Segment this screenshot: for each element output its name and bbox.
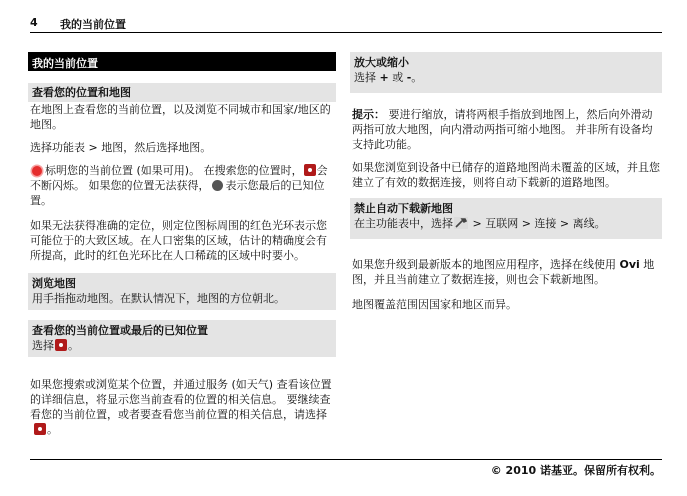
- browse-text: 用手指拖动地图。在默认情况下，地图的方位朝北。: [32, 292, 285, 305]
- last-location-prefix: 选择: [32, 339, 54, 352]
- zoom-or: 或: [388, 71, 407, 84]
- marker-text-a: 标明您的当前位置 (如果可用)。 在搜索您的位置时，: [45, 164, 303, 177]
- searching-location-icon: [304, 164, 316, 176]
- disable-text-b: > 互联网 > 连接 > 离线。: [469, 217, 606, 230]
- disable-download-heading: 禁止自动下载新地图: [354, 202, 453, 215]
- left-column: [28, 52, 336, 437]
- zoom-suffix: 。: [411, 71, 423, 84]
- footer-divider: [30, 459, 662, 460]
- page-header: [30, 14, 662, 33]
- view-location-text: 在地图上查看您的当前位置，以及浏览不同城市和国家/地区的地图。: [30, 103, 331, 131]
- tip-label: 提示：: [352, 108, 385, 121]
- view-location-heading: 查看您的位置和地图: [32, 86, 131, 99]
- search-suffix: 。: [47, 423, 58, 436]
- my-location-icon[interactable]: [55, 339, 67, 351]
- zoom-section: [350, 52, 662, 93]
- zoom-out-key: -: [406, 71, 412, 84]
- last-location-heading: 查看您的当前位置或最后的已知位置: [32, 324, 208, 337]
- last-location-suffix: 。: [68, 339, 79, 352]
- page-number: 4: [30, 16, 38, 29]
- disable-download-section: [350, 198, 662, 239]
- location-info-icon[interactable]: [34, 423, 46, 435]
- marker-text-b: 会不断闪烁。 如果您的位置无法获得，: [30, 164, 328, 192]
- search-text: 如果您搜索或浏览某个位置，并通过服务 (如天气) 查看该位置的详细信息，将显示您当前查看的位置的相关信息。 要继续查看您的当前位置，或者要查看您当前位置的相关信息，请选择: [30, 378, 332, 421]
- zoom-prefix: 选择: [354, 71, 380, 84]
- tip-paragraph: [350, 107, 662, 152]
- coverage-text: 地图覆盖范围因国家和地区而异。: [352, 298, 517, 311]
- ovi-label: Ovi: [619, 258, 640, 271]
- last-known-location-icon: [212, 180, 223, 191]
- accuracy-text: 如果无法获得准确的定位，则定位图标周围的红色光环表示您可能位于的大致区域。在人口密集的区域，估计的精确度会有所提高，此时的红色光环比在人口稀疏的区域中时要小。: [30, 219, 327, 262]
- browse-heading: 浏览地图: [32, 277, 76, 290]
- marker-paragraph: [28, 163, 336, 208]
- upgrade-text-b: 地图，并且当前建立了数据连接，则也会下载新地图。: [352, 258, 655, 286]
- zoom-heading: 放大或缩小: [354, 56, 409, 69]
- section-title: 我的当前位置: [28, 52, 336, 71]
- tip-text: 要进行缩放，请将两根手指放到地图上，然后向外滑动两指可放大地图，向内滑动两指可缩小地图。 并非所有设备均支持此功能。: [352, 108, 653, 151]
- location-marker-icon: [32, 166, 42, 176]
- zoom-in-key: +: [379, 71, 389, 84]
- roads-text: 如果您浏览到设备中已储存的道路地图尚未覆盖的区域，并且您建立了有效的数据连接，则将自动下载新的道路地图。: [352, 161, 660, 189]
- search-paragraph: [28, 377, 336, 437]
- last-location-section: [28, 320, 336, 357]
- marker-text-c: 表示您最后的已知位置。: [30, 179, 325, 207]
- browse-section: [28, 273, 336, 310]
- disable-text-a: 在主功能表中，选择: [354, 217, 453, 230]
- right-column: [350, 52, 662, 312]
- header-title: 我的当前位置: [60, 18, 126, 31]
- copyright: © 2010 诺基亚。保留所有权利。: [490, 464, 661, 477]
- view-location-heading-box: [28, 83, 336, 102]
- upgrade-text-a: 如果您升级到最新版本的地图应用程序，选择在线使用: [352, 258, 620, 271]
- upgrade-paragraph: [350, 257, 662, 287]
- select-maps-text: 选择功能表 > 地图，然后选择地图。: [30, 141, 212, 154]
- tools-icon[interactable]: [454, 217, 468, 229]
